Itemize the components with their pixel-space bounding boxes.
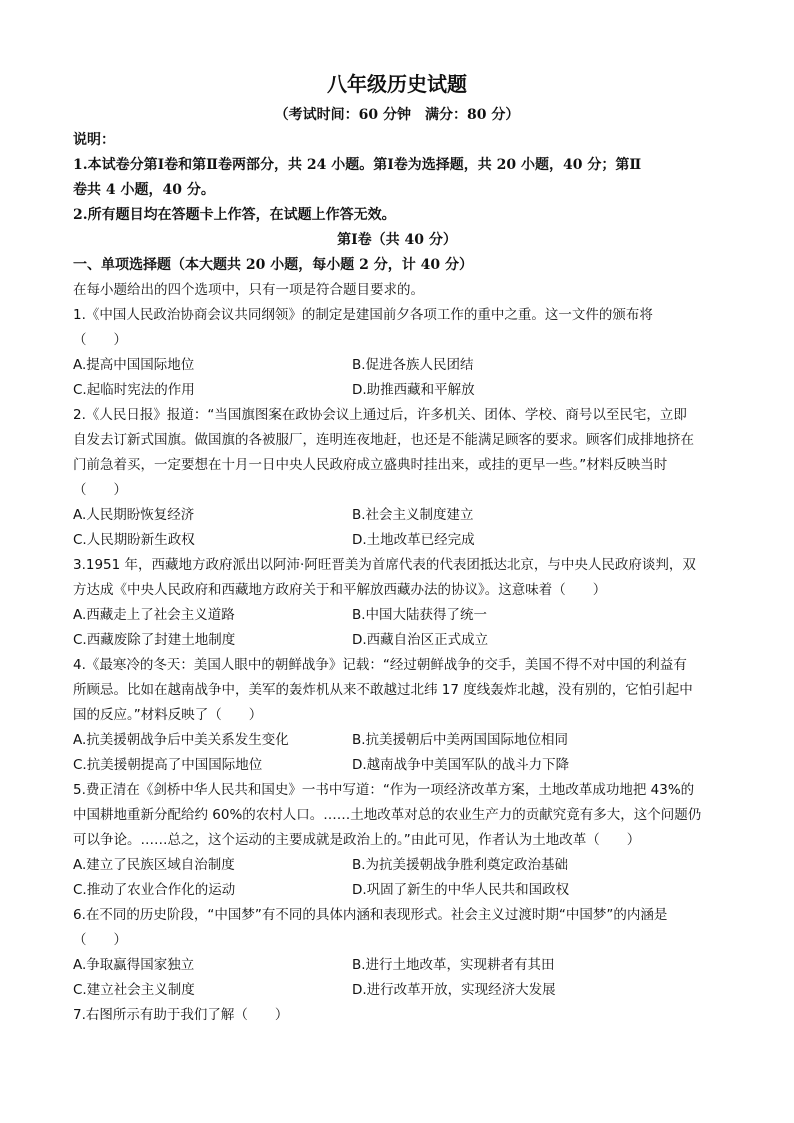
- note-1-line-1: 1.本试卷分第Ⅰ卷和第Ⅱ卷两部分，共 24 小题。第Ⅰ卷为选择题，共 20 小题，40 分；第Ⅱ: [73, 157, 642, 173]
- question-6-option-b: B.进行土地改革，实现耕者有其田: [352, 957, 555, 973]
- question-3-option-a: A.西藏走上了社会主义道路: [73, 607, 235, 623]
- note-2: 2.所有题目均在答题卡上作答，在试题上作答无效。: [73, 207, 396, 223]
- question-4-option-a: A.抗美援朝战争后中美关系发生变化: [73, 732, 289, 748]
- question-2-stem-line-3: 门前急着买，一定要想在十月一日中央人民政府成立盛典时挂出来，或挂的更早一些。”材料反映当时: [73, 457, 668, 473]
- question-4-option-d: D.越南战争中美国军队的战斗力下降: [352, 757, 570, 773]
- question-6-option-c: C.建立社会主义制度: [73, 982, 195, 998]
- question-3-stem-line-1: 3.1951 年，西藏地方政府派出以阿沛·阿旺晋美为首席代表的代表团抵达北京，与中央人民政府谈判，双: [73, 557, 696, 573]
- question-3-option-d: D.西藏自治区正式成立: [352, 632, 489, 648]
- question-4-stem-line-2: 所顾忌。比如在越南战争中，美军的轰炸机从来不敢越过北纬 17 度线轰炸北越，没有别的，它怕引起中: [73, 682, 693, 698]
- question-5-option-a: A.建立了民族区域自治制度: [73, 857, 235, 873]
- question-1-option-a: A.提高中国国际地位: [73, 357, 195, 373]
- question-1-option-c: C.起临时宪法的作用: [73, 382, 195, 398]
- question-2-option-d: D.土地改革已经完成: [352, 532, 475, 548]
- question-5-option-c: C.推动了农业合作化的运动: [73, 882, 236, 898]
- question-2-stem-line-2: 自发去订新式国旗。做国旗的各被服厂，连明连夜地赶，也还是不能满足顾客的要求。顾客们成排地挤在: [73, 432, 694, 448]
- question-1-stem-line-1: 1.《中国人民政治协商会议共同纲领》的制定是建国前夕各项工作的重中之重。这一文件的颁布将: [73, 307, 653, 323]
- question-6-option-a: A.争取赢得国家独立: [73, 957, 195, 973]
- question-2-stem-line-4: （ ）: [73, 482, 127, 498]
- section-1-title: 一、单项选择题（本大题共 20 小题，每小题 2 分，计 40 分）: [73, 257, 473, 273]
- question-1-option-d: D.助推西藏和平解放: [352, 382, 475, 398]
- question-4-option-b: B.抗美援朝后中美两国国际地位相同: [352, 732, 569, 748]
- question-5-option-b: B.为抗美援朝战争胜利奠定政治基础: [352, 857, 569, 873]
- part-1-title: 第Ⅰ卷（共 40 分）: [337, 232, 457, 248]
- question-5-stem-line-1: 5.费正清在《剑桥中华人民共和国史》一书中写道：“作为一项经济改革方案，土地改革成功地把 43%的: [73, 782, 695, 798]
- notes-label: 说明：: [73, 132, 115, 148]
- question-2-option-b: B.社会主义制度建立: [352, 507, 474, 523]
- question-6-stem-line-1: 6.在不同的历史阶段，“中国梦”有不同的具体内涵和表现形式。社会主义过渡时期“中国梦”的内涵是: [73, 907, 668, 923]
- question-3-option-b: B.中国大陆获得了统一: [352, 607, 488, 623]
- question-3-stem-line-2: 方达成《中央人民政府和西藏地方政府关于和平解放西藏办法的协议》。这意味着（ ）: [73, 582, 607, 598]
- question-4-stem-line-1: 4.《最寒冷的冬天：美国人眼中的朝鲜战争》记载：“经过朝鲜战争的交手，美国不得不对中国的利益有: [73, 657, 687, 673]
- question-6-option-d: D.进行改革开放，实现经济大发展: [352, 982, 556, 998]
- question-3-option-c: C.西藏废除了封建土地制度: [73, 632, 236, 648]
- question-2-option-c: C.人民期盼新生政权: [73, 532, 195, 548]
- exam-title: 八年级历史试题: [327, 72, 467, 96]
- question-2-option-a: A.人民期盼恢复经济: [73, 507, 195, 523]
- question-5-stem-line-3: 可以争论。……总之，这个运动的主要成就是政治上的。”由此可见，作者认为土地改革（ ）: [73, 832, 641, 848]
- question-4-stem-line-3: 国的反应。”材料反映了（ ）: [73, 707, 263, 723]
- question-2-stem-line-1: 2.《人民日报》报道：“当国旗图案在政协会议上通过后，许多机关、团体、学校、商号以至民宅，立即: [73, 407, 687, 423]
- question-6-stem-line-2: （ ）: [73, 932, 127, 948]
- question-1-stem-line-2: （ ）: [73, 332, 127, 348]
- section-1-description: 在每小题给出的四个选项中，只有一项是符合题目要求的。: [73, 282, 424, 298]
- question-7-stem-line-1: 7.右图所示有助于我们了解（ ）: [73, 1007, 289, 1023]
- question-1-option-b: B.促进各族人民团结: [352, 357, 474, 373]
- question-4-option-c: C.抗美援朝提高了中国国际地位: [73, 757, 263, 773]
- question-5-stem-line-2: 中国耕地重新分配给约 60%的农村人口。……土地改革对总的农业生产力的贡献究竟有多大，这个问题仍: [73, 807, 702, 823]
- note-1-line-2: 卷共 4 小题，40 分。: [73, 182, 215, 198]
- question-5-option-d: D.巩固了新生的中华人民共和国政权: [352, 882, 570, 898]
- exam-subtitle: （考试时间：60 分钟 满分：80 分）: [274, 107, 520, 123]
